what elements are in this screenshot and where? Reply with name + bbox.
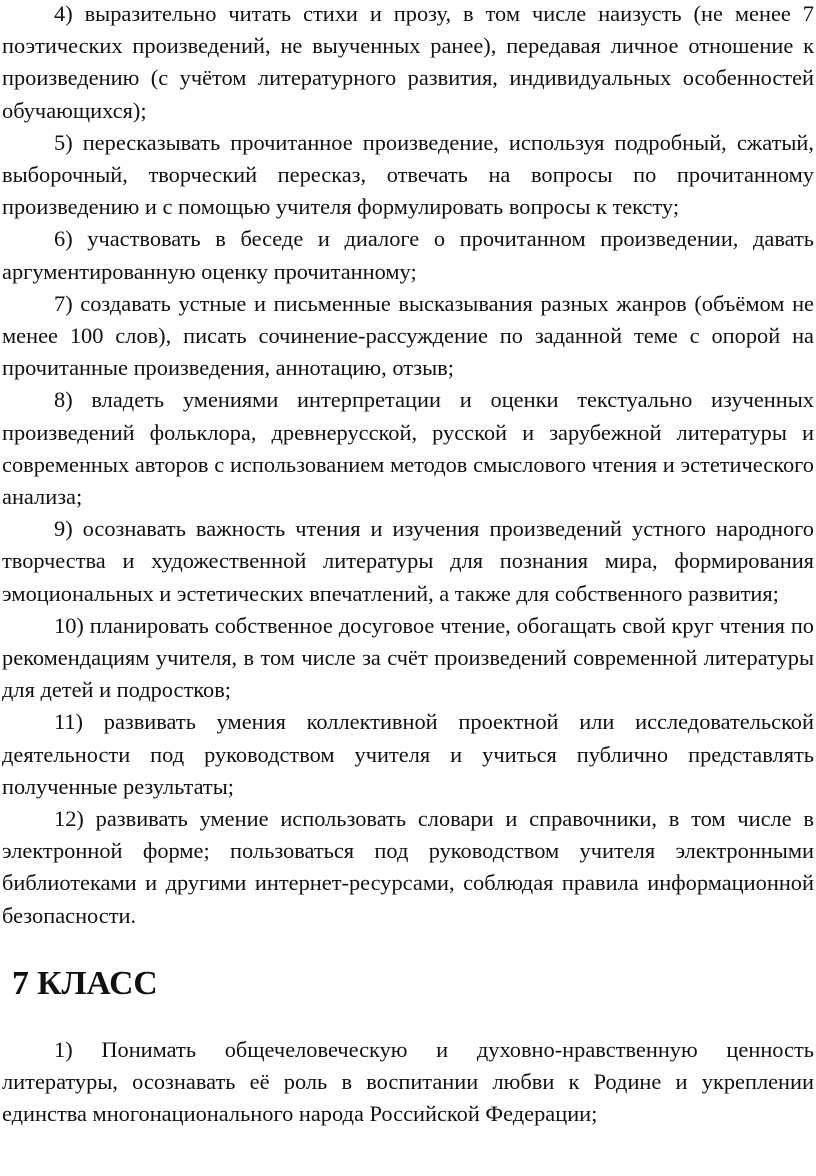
- list-item-7: 7) создавать устные и письменные высказывания разных жанров (объёмом не менее 100 слов), писать сочинение-рассуждение по заданной теме с опорой на прочитанные произведения, аннотацию, отзыв;: [2, 290, 814, 381]
- list-item-6: 6) участвовать в беседе и диалоге о прочитанном произведении, давать аргументированную оценку прочитанному;: [2, 226, 814, 284]
- section-list-item-1: 1) Понимать общечеловеческую и духовно-нравственную ценность литературы, осознавать её роль в воспитании любви к Родине и укреплении единства многонационального народа Российской Федерации;: [2, 1036, 814, 1127]
- list-item-8: 8) владеть умениями интерпретации и оценки текстуально изученных произведений фольклора, древнерусской, русской и зарубежной литературы и современных авторов с использованием методов смыслового чтения и эстетического анализа;: [2, 387, 814, 510]
- list-item-9: 9) осознавать важность чтения и изучения произведений устного народного творчества и художественной литературы для познания мира, формирования эмоциональных и эстетических впечатлений, а также для собственного развития;: [2, 516, 814, 606]
- list-item-4: 4) выразительно читать стихи и прозу, в том числе наизусть (не менее 7 поэтических произведений, не выученных ранее), передавая личное отношение к произведению (с учётом литературного развития, индивидуальных особенностей обучающихся);: [2, 1, 814, 123]
- list-item-10: 10) планировать собственное досуговое чтение, обогащать свой круг чтения по рекомендациям учителя, в том числе за счёт произведений современной литературы для детей и подростков;: [2, 612, 814, 703]
- list-item-5: 5) пересказывать прочитанное произведение, используя подробный, сжатый, выборочный, творческий пересказ, отвечать на вопросы по прочитанному произведению и с помощью учителя формулировать вопросы к тексту;: [2, 129, 814, 220]
- section-heading: 7 КЛАСС: [12, 964, 158, 1002]
- list-item-11: 11) развивать умения коллективной проектной или исследовательской деятельности под руководством учителя и учиться публично представлять полученные результаты;: [2, 709, 814, 799]
- list-item-12: 12) развивать умение использовать словари и справочники, в том числе в электронной форме; пользоваться под руководством учителя электронными библиотеками и другими интернет-ресурсами, соблюдая правила информационной безопасности.: [2, 806, 814, 928]
